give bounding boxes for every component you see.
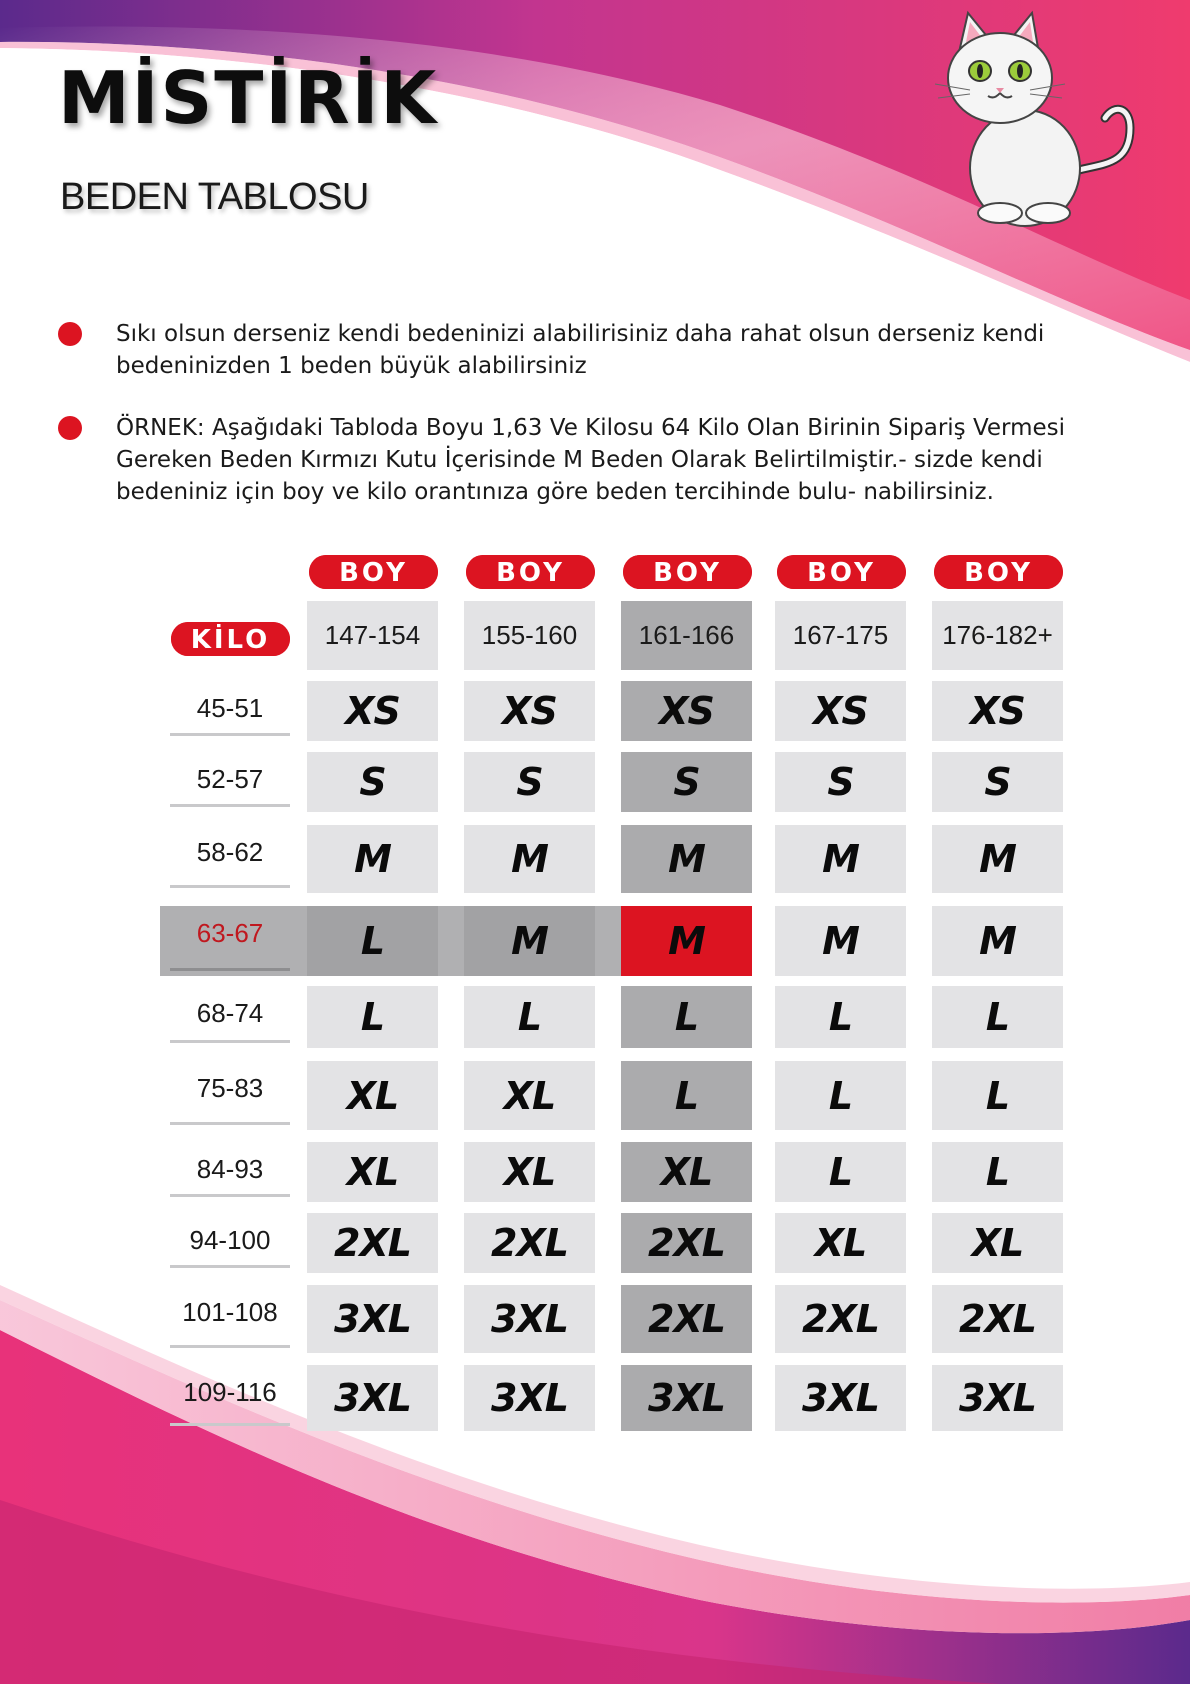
weight-underline [170, 885, 290, 888]
weight-label: 75-83 [196, 1073, 264, 1103]
cat-illustration [930, 8, 1150, 238]
size-cell: S [775, 752, 906, 812]
size-cell: M [775, 825, 906, 893]
note-text: Sıkı olsun derseniz kendi bedeninizi alabilirisiniz daha rahat olsun derseniz kendi bedeninizden 1 beden büyük alabilirsiniz [116, 321, 1045, 379]
recommended-size-cell: M [621, 906, 752, 976]
size-cell: L [307, 906, 438, 976]
size-cell: L [932, 1061, 1063, 1130]
size-cell: 3XL [307, 1365, 438, 1431]
boy-label [777, 555, 906, 589]
weight-label: 94-100 [189, 1225, 271, 1255]
weight-underline [170, 804, 290, 807]
weight-label: 52-57 [196, 764, 264, 794]
size-cell: S [307, 752, 438, 812]
page-title: BEDEN TABLOSU [60, 176, 369, 218]
brand-logo: MİSTİRİK [58, 56, 439, 140]
size-cell: 2XL [932, 1285, 1063, 1353]
size-cell: XS [307, 681, 438, 741]
boy-label [466, 555, 595, 589]
size-cell: XL [464, 1061, 595, 1130]
weight-label: 68-74 [196, 998, 264, 1028]
size-cell: M [621, 825, 752, 893]
weight-underline [170, 1194, 290, 1197]
weight-label: 63-67 [196, 918, 264, 948]
boy-label [934, 555, 1063, 589]
size-cell: 3XL [307, 1285, 438, 1353]
size-cell: XS [621, 681, 752, 741]
size-cell: XL [464, 1142, 595, 1202]
size-cell: L [775, 1142, 906, 1202]
weight-underline [170, 968, 290, 971]
size-cell: M [464, 906, 595, 976]
size-cell: L [307, 986, 438, 1048]
size-cell: 2XL [621, 1285, 752, 1353]
boy-label-text: BOY [496, 558, 565, 588]
weight-underline [170, 1040, 290, 1043]
size-cell: L [621, 986, 752, 1048]
size-cell: 2XL [307, 1213, 438, 1273]
size-cell: XL [307, 1061, 438, 1130]
kilo-label [171, 622, 290, 656]
size-cell: XL [621, 1142, 752, 1202]
size-cell: XS [932, 681, 1063, 741]
size-cell: M [932, 906, 1063, 976]
size-cell: S [464, 752, 595, 812]
size-cell: XS [775, 681, 906, 741]
size-cell: XL [932, 1213, 1063, 1273]
boy-label-text: BOY [653, 558, 722, 588]
size-cell: 3XL [464, 1365, 595, 1431]
boy-label-text: BOY [339, 558, 408, 588]
height-header-cell: 155-160 [464, 601, 595, 670]
size-cell: M [775, 906, 906, 976]
weight-label: 45-51 [196, 693, 264, 723]
boy-label [309, 555, 438, 589]
weight-underline [170, 1345, 290, 1348]
size-cell: XS [464, 681, 595, 741]
boy-label [623, 555, 752, 589]
size-cell: 2XL [464, 1213, 595, 1273]
size-cell: 2XL [621, 1213, 752, 1273]
weight-underline [170, 733, 290, 736]
size-cell: S [932, 752, 1063, 812]
height-header-cell: 147-154 [307, 601, 438, 670]
size-cell: M [932, 825, 1063, 893]
size-cell: L [464, 986, 595, 1048]
size-cell: 2XL [775, 1285, 906, 1353]
bullet-icon [58, 322, 82, 346]
size-cell: S [621, 752, 752, 812]
weight-underline [170, 1265, 290, 1268]
size-cell: XL [775, 1213, 906, 1273]
weight-label: 84-93 [196, 1154, 264, 1184]
size-cell: XL [307, 1142, 438, 1202]
boy-label-text: BOY [807, 558, 876, 588]
size-cell: L [932, 1142, 1063, 1202]
size-cell: 3XL [932, 1365, 1063, 1431]
weight-underline [170, 1122, 290, 1125]
size-cell: 3XL [621, 1365, 752, 1431]
height-header-cell: 161-166 [621, 601, 752, 670]
kilo-label-text: KİLO [190, 625, 271, 655]
height-header-cell: 167-175 [775, 601, 906, 670]
size-cell: L [932, 986, 1063, 1048]
size-cell: M [464, 825, 595, 893]
weight-label: 101-108 [182, 1297, 278, 1327]
size-cell: 3XL [775, 1365, 906, 1431]
height-header-cell: 176-182+ [932, 601, 1063, 670]
size-cell: 3XL [464, 1285, 595, 1353]
note-item [58, 412, 1118, 508]
note-text: ÖRNEK: Aşağıdaki Tabloda Boyu 1,63 Ve Kilosu 64 Kilo Olan Birinin Sipariş Vermesi Gereken Beden Kırmızı Kutu İçerisinde M Beden Olarak Belirtilmiştir.- sizde kendi bedeniniz için boy ve kilo orantınıza göre beden tercihinde bulu- nabilirsiniz. [116, 415, 1066, 505]
size-cell: L [775, 1061, 906, 1130]
size-cell: L [621, 1061, 752, 1130]
boy-label-text: BOY [964, 558, 1033, 588]
bullet-icon [58, 416, 82, 440]
size-cell: M [307, 825, 438, 893]
note-item [58, 318, 1118, 382]
weight-underline [170, 1423, 290, 1426]
weight-label: 109-116 [183, 1377, 277, 1407]
size-cell: L [775, 986, 906, 1048]
weight-label: 58-62 [196, 837, 264, 867]
